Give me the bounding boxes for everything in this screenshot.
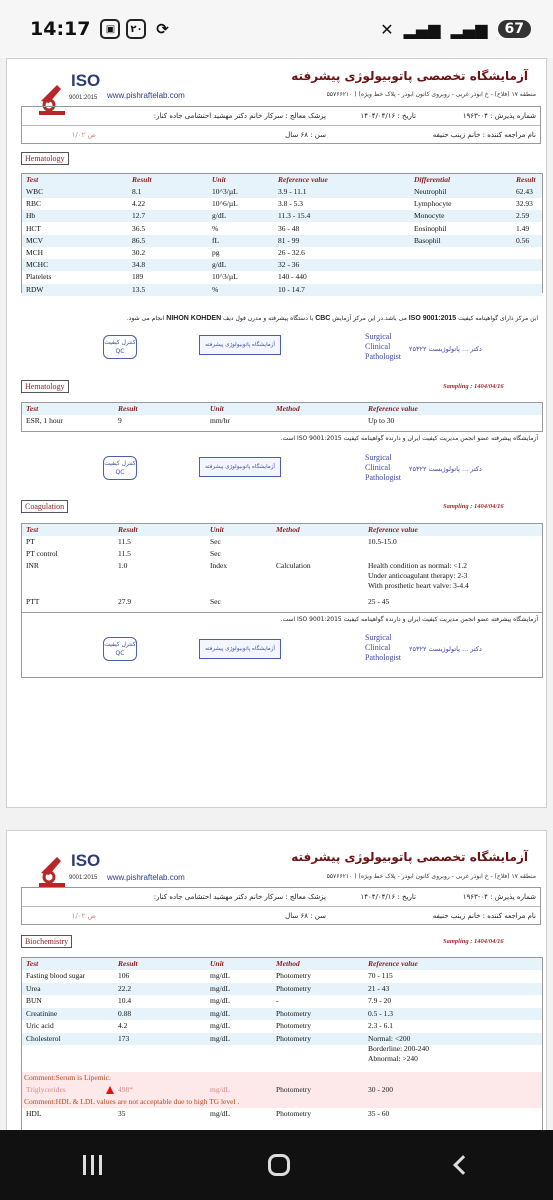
report-page-2: [6, 830, 547, 1150]
section-coagulation: Coagulation: [21, 500, 68, 513]
page-mark: ص ۱/۰۲: [71, 911, 96, 920]
iso-subtitle: 9001:2015: [69, 875, 98, 881]
doctor-name: پزشک معالج : سرکار خانم دکتر مهشید احتشامی جاده کنار:: [153, 112, 326, 120]
qc-stamp: کنترل کیفیت QC: [103, 335, 137, 359]
cell: 0.88: [118, 1008, 132, 1018]
cell: Reference value: [368, 959, 418, 968]
cell: MCH: [26, 248, 44, 257]
cell: 2.59: [516, 211, 530, 221]
cell: Hb: [26, 211, 36, 221]
table-row: [22, 235, 542, 247]
cell: Unit: [212, 175, 226, 184]
table-row: [22, 995, 542, 1007]
signature: دکتر ... پاتولوژیست ۲۵۳۲۲: [409, 345, 482, 353]
cell: 0.56: [516, 235, 530, 245]
cell: Method: [276, 525, 300, 534]
cell: mg/dL: [210, 1008, 230, 1018]
cell: BUN: [26, 996, 42, 1005]
cell: Uric acid: [26, 1021, 54, 1030]
cell: pg: [212, 248, 220, 257]
cell: Neutrophil: [414, 187, 447, 196]
section-hematology-esr: Hematology: [21, 380, 69, 393]
cell: 11.5: [118, 549, 131, 558]
cell: g/dL: [212, 260, 227, 270]
reception-number: شماره پذیرش : ۰۴-۱۹۶۳: [462, 893, 536, 901]
document-viewer[interactable]: [0, 58, 553, 1130]
cell: Result: [118, 959, 138, 968]
cell: Up to 30: [368, 416, 395, 425]
cell: 140 - 440: [278, 272, 307, 282]
cell: Test: [26, 959, 39, 968]
cell: mg/dL: [210, 1085, 230, 1094]
reception-number: شماره پذیرش : ۰۴-۱۹۶۳: [462, 112, 536, 120]
cell: Reference value: [368, 525, 418, 534]
table-header: [22, 403, 542, 415]
cell: Sec: [210, 597, 221, 606]
cell: 32.93: [516, 199, 533, 209]
cell: Triglycerides: [26, 1085, 66, 1094]
cell: Reference value: [278, 175, 328, 184]
esr-note: آزمایشگاه پیشرفته عضو انجمن مدیریت کیفیت ایران و دارنده گواهینامه کیفیت ISO 9001:2015 است.: [280, 435, 538, 442]
cell: g/dL: [212, 211, 227, 221]
cell: 11.3 - 15.4: [278, 211, 311, 221]
signal-icon: ▂▄▆: [403, 19, 441, 39]
cell: Monocyte: [414, 211, 445, 221]
cell: 10^3/µL: [212, 187, 238, 196]
cell: 10.4: [118, 996, 132, 1005]
table-row: [22, 271, 542, 283]
cell: 498*: [118, 1085, 133, 1094]
cell: Fasting blood sugar: [26, 971, 86, 980]
cell: 173: [118, 1033, 130, 1043]
cell: 4.22: [132, 199, 146, 209]
iso-badge: ISO: [71, 851, 101, 870]
cell: mg/dL: [210, 971, 230, 980]
cell: 36 - 48: [278, 223, 300, 233]
lab-address: منطقه ۱۷ (فلاح) - خ ابوذر غربی - روبروی کانون ابوذر - پلاک خط ویژه) ( ۵۵۷۶۶۲۱۰: [326, 91, 536, 98]
table-row: [22, 186, 542, 198]
sampling-date: Sampling : 1404/04/16: [443, 503, 504, 510]
cell: Result: [516, 175, 536, 184]
cell: 30 - 200: [368, 1085, 393, 1094]
cell: mg/dL: [210, 1021, 230, 1030]
cell: 35: [118, 1109, 126, 1118]
lab-stamp: آزمایشگاه پاتوبیولوژی پیشرفته: [199, 639, 281, 659]
cell: 35 - 60: [368, 1109, 390, 1118]
cell: Photometry: [276, 1008, 311, 1018]
cell: HDL: [26, 1109, 42, 1118]
cell: 1.0: [118, 561, 128, 570]
table-row: [22, 1108, 542, 1120]
patient-name: نام مراجعه کننده : خانم زینب حنیفه: [432, 130, 536, 139]
cell: Sec: [210, 537, 221, 546]
status-bar: [0, 0, 553, 58]
cell: PTT: [26, 597, 40, 606]
cell: 2.3 - 6.1: [368, 1021, 393, 1030]
cholesterol-reference-line: Abnormal: >240: [368, 1053, 418, 1063]
iso-badge: ISO: [71, 71, 101, 90]
lipemic-comment: Comment:Serum is Lipemic.: [22, 1072, 542, 1084]
hdl-ldl-comment: Comment:HDL & LDL values are not acceptable due to high TG level .: [22, 1096, 542, 1108]
pathologist-title: Surgical Clinical Pathologist: [365, 633, 402, 662]
lab-stamp: آزمایشگاه پاتوبیولوژی پیشرفته: [199, 457, 281, 477]
cell: 106: [118, 971, 130, 980]
cell: -: [276, 996, 279, 1005]
cell: Photometry: [276, 1021, 311, 1030]
cell: RBC: [26, 199, 42, 209]
cell: Method: [276, 959, 300, 968]
cell: 32 - 36: [278, 260, 300, 270]
mute-icon: ✕: [380, 19, 394, 39]
cell: 26 - 32.6: [278, 248, 305, 257]
table-row: [22, 259, 542, 271]
cell: 70 - 115: [368, 971, 393, 980]
navigation-bar: [0, 1130, 553, 1200]
cell: 0.5 - 1.3: [368, 1008, 393, 1018]
cell: %: [212, 284, 219, 294]
cell: Creatinine: [26, 1008, 58, 1018]
doctor-name: پزشک معالج : سرکار خانم دکتر مهشید احتشامی جاده کنار:: [153, 893, 326, 901]
cell: Result: [132, 175, 152, 184]
screenshot-notification-icon: ▣: [100, 19, 120, 39]
cell: 36.5: [132, 223, 146, 233]
cell: Reference value: [368, 404, 418, 413]
cell: PT control: [26, 549, 58, 558]
lab-stamp: آزمایشگاه پاتوبیولوژی پیشرفته: [199, 335, 281, 355]
cell: Cholesterol: [26, 1033, 61, 1043]
cell: Urea: [26, 983, 41, 993]
cell: 3.8 - 5.3: [278, 199, 303, 209]
cell: Photometry: [276, 1085, 311, 1094]
sampling-date: Sampling : 1404/04/16: [443, 383, 504, 390]
cell: fL: [212, 235, 220, 245]
app-notification-icon: ۲۰: [126, 19, 146, 39]
signature: دکتر ... پاتولوژیست ۲۵۳۲۲: [409, 465, 482, 473]
cell: 30.2: [132, 248, 146, 257]
cell: 7.9 - 20: [368, 996, 392, 1005]
cell: Result: [118, 404, 138, 413]
lab-title: آزمایشگاه تخصصی پاتوبیولوژی پیشرفته: [291, 850, 528, 864]
cell: 10.5-15.0: [368, 537, 397, 546]
cell: Photometry: [276, 1109, 311, 1118]
section-biochemistry: Biochemistry: [21, 935, 72, 948]
cell: Unit: [210, 959, 224, 968]
cell: 10^6/µL: [212, 199, 238, 209]
cell: HCT: [26, 223, 41, 233]
cell: 10^3/µL: [212, 272, 238, 282]
cell: RDW: [26, 284, 44, 294]
cell: 13.5: [132, 284, 146, 294]
table-header: [22, 174, 542, 186]
clock: 14:17: [30, 18, 91, 40]
cell: 34.8: [132, 260, 146, 270]
qc-stamp: کنترل کیفیت QC: [103, 637, 137, 661]
coag-frame: [21, 523, 543, 678]
esr-table: [21, 402, 543, 432]
cell: 3.9 - 11.1: [278, 187, 307, 196]
table-row: [22, 415, 542, 427]
cell: Differential: [414, 175, 451, 184]
lab-website: www.pishraftelab.com: [107, 873, 185, 882]
cell: 9: [118, 416, 122, 425]
lab-address: منطقه ۱۷ (فلاح) - خ ابوذر غربی - روبروی کانون ابوذر - پلاک خط ویژه) ( ۵۵۷۶۶۲۱۰: [326, 873, 536, 880]
sampling-date: Sampling : 1404/04/16: [443, 938, 504, 945]
patient-age: سن : ۶۸ سال: [285, 130, 326, 139]
cell: 10 - 14.7: [278, 284, 305, 294]
table-row: [22, 983, 542, 995]
patient-age: سن : ۶۸ سال: [285, 911, 326, 920]
cell: 189: [132, 272, 144, 282]
page-mark: ص ۱/۰۲: [71, 130, 96, 139]
table-row: [22, 247, 542, 259]
cell: 4.2: [118, 1021, 128, 1030]
cell: 8.1: [132, 187, 142, 196]
cell: Unit: [210, 404, 224, 413]
cell: 21 - 43: [368, 983, 390, 993]
cell: MCHC: [26, 260, 49, 270]
cell: Method: [276, 404, 300, 413]
cell: Lymphocyte: [414, 199, 452, 209]
coag-note: آزمایشگاه پیشرفته عضو انجمن مدیریت کیفیت ایران و دارنده گواهینامه کیفیت ISO 9001:2015 است.: [280, 616, 538, 623]
cell: Basophil: [414, 235, 441, 245]
cell: Calculation: [276, 561, 311, 570]
table-row: [22, 970, 542, 982]
table-row: [22, 1008, 542, 1020]
table-row: [22, 284, 542, 296]
cell: Test: [26, 525, 39, 534]
signal2-icon: ▂▄▆: [450, 19, 488, 39]
recent-apps-button[interactable]: [83, 1155, 102, 1175]
cell: Photometry: [276, 983, 311, 993]
table-row: [22, 223, 542, 235]
cell: 86.5: [132, 235, 146, 245]
high-value-arrow-icon: [106, 1086, 114, 1094]
cholesterol-reference-line: Borderline: 200-240: [368, 1044, 430, 1053]
pathologist-title: Surgical Clinical Pathologist: [365, 453, 402, 482]
inr-reference-line: Under anticoagulant therapy: 2-3: [368, 571, 468, 580]
patient-info: [21, 887, 541, 925]
cell: Photometry: [276, 1033, 311, 1043]
cell: INR: [26, 561, 39, 570]
patient-info: [21, 106, 541, 144]
table-row: [22, 210, 542, 222]
cell: 11.5: [118, 537, 131, 546]
sync-notification-icon: ⟳: [156, 20, 169, 38]
iso-subtitle: 9001:2015: [69, 95, 98, 101]
cell: mg/dL: [210, 1033, 230, 1043]
cell: Test: [26, 175, 39, 184]
biochemistry-table: [21, 957, 543, 1157]
cell: WBC: [26, 187, 44, 196]
cell: MCV: [26, 235, 44, 245]
qc-stamp: کنترل کیفیت QC: [103, 456, 137, 480]
report-date: تاریخ : ۱۴۰۴/۰۴/۱۶: [360, 893, 416, 901]
signature: دکتر ... پاتولوژیست ۲۵۳۲۲: [409, 645, 482, 653]
inr-reference-line: With prosthetic heart valve: 3-4.4: [368, 581, 469, 590]
cbc-table: [21, 173, 543, 293]
cell: ESR, 1 hour: [26, 416, 63, 425]
patient-name: نام مراجعه کننده : خانم زینب حنیفه: [432, 911, 536, 920]
cell: Test: [26, 404, 39, 413]
cell: Photometry: [276, 971, 311, 980]
cell: 27.9: [118, 597, 132, 606]
cell: 25 - 45: [368, 597, 390, 606]
cell: 81 - 99: [278, 235, 300, 245]
table-row: [22, 1020, 542, 1032]
cell: 1.49: [516, 223, 530, 233]
triglycerides-row: [22, 1084, 542, 1096]
cell: Index: [210, 561, 228, 570]
cell: 62.43: [516, 187, 533, 196]
table-row: [22, 198, 542, 210]
battery-icon: 67: [498, 20, 531, 38]
cell: 12.7: [132, 211, 146, 221]
report-date: تاریخ : ۱۴۰۴/۰۴/۱۶: [360, 112, 416, 120]
cell: mm/hr: [210, 416, 230, 425]
section-hematology-cbc: Hematology: [21, 152, 69, 165]
cell: Platelets: [26, 272, 52, 282]
cell: 22.2: [118, 983, 132, 993]
pathologist-title: Surgical Clinical Pathologist: [365, 332, 402, 361]
table-header: [22, 958, 542, 970]
home-button[interactable]: [268, 1154, 290, 1176]
cell: Eosinophil: [414, 223, 447, 233]
cbc-note: این مرکز دارای گواهینامه کیفیت ISO 9001:2015 می باشد.در این مرکز آزمایش CBC با دستگاه پیشرفته و مدرن فول دیف NIHON KOHDEN انجام می شود.: [126, 315, 538, 322]
cell: mg/dL: [210, 1109, 230, 1118]
lab-website: www.pishraftelab.com: [107, 91, 185, 100]
cell: Result: [118, 525, 138, 534]
cell: Unit: [210, 525, 224, 534]
cell: Health condition as normal: <1.2: [368, 561, 468, 570]
cell: Sec: [210, 549, 221, 558]
cell: mg/dL: [210, 996, 230, 1005]
cell: Normal: <200: [368, 1033, 411, 1043]
cell: mg/dL: [210, 983, 230, 993]
lab-title: آزمایشگاه تخصصی پاتوبیولوژی پیشرفته: [291, 69, 528, 83]
report-page-1: [6, 58, 547, 808]
back-button[interactable]: [453, 1155, 473, 1175]
cell: %: [212, 223, 219, 233]
cell: PT: [26, 537, 35, 546]
